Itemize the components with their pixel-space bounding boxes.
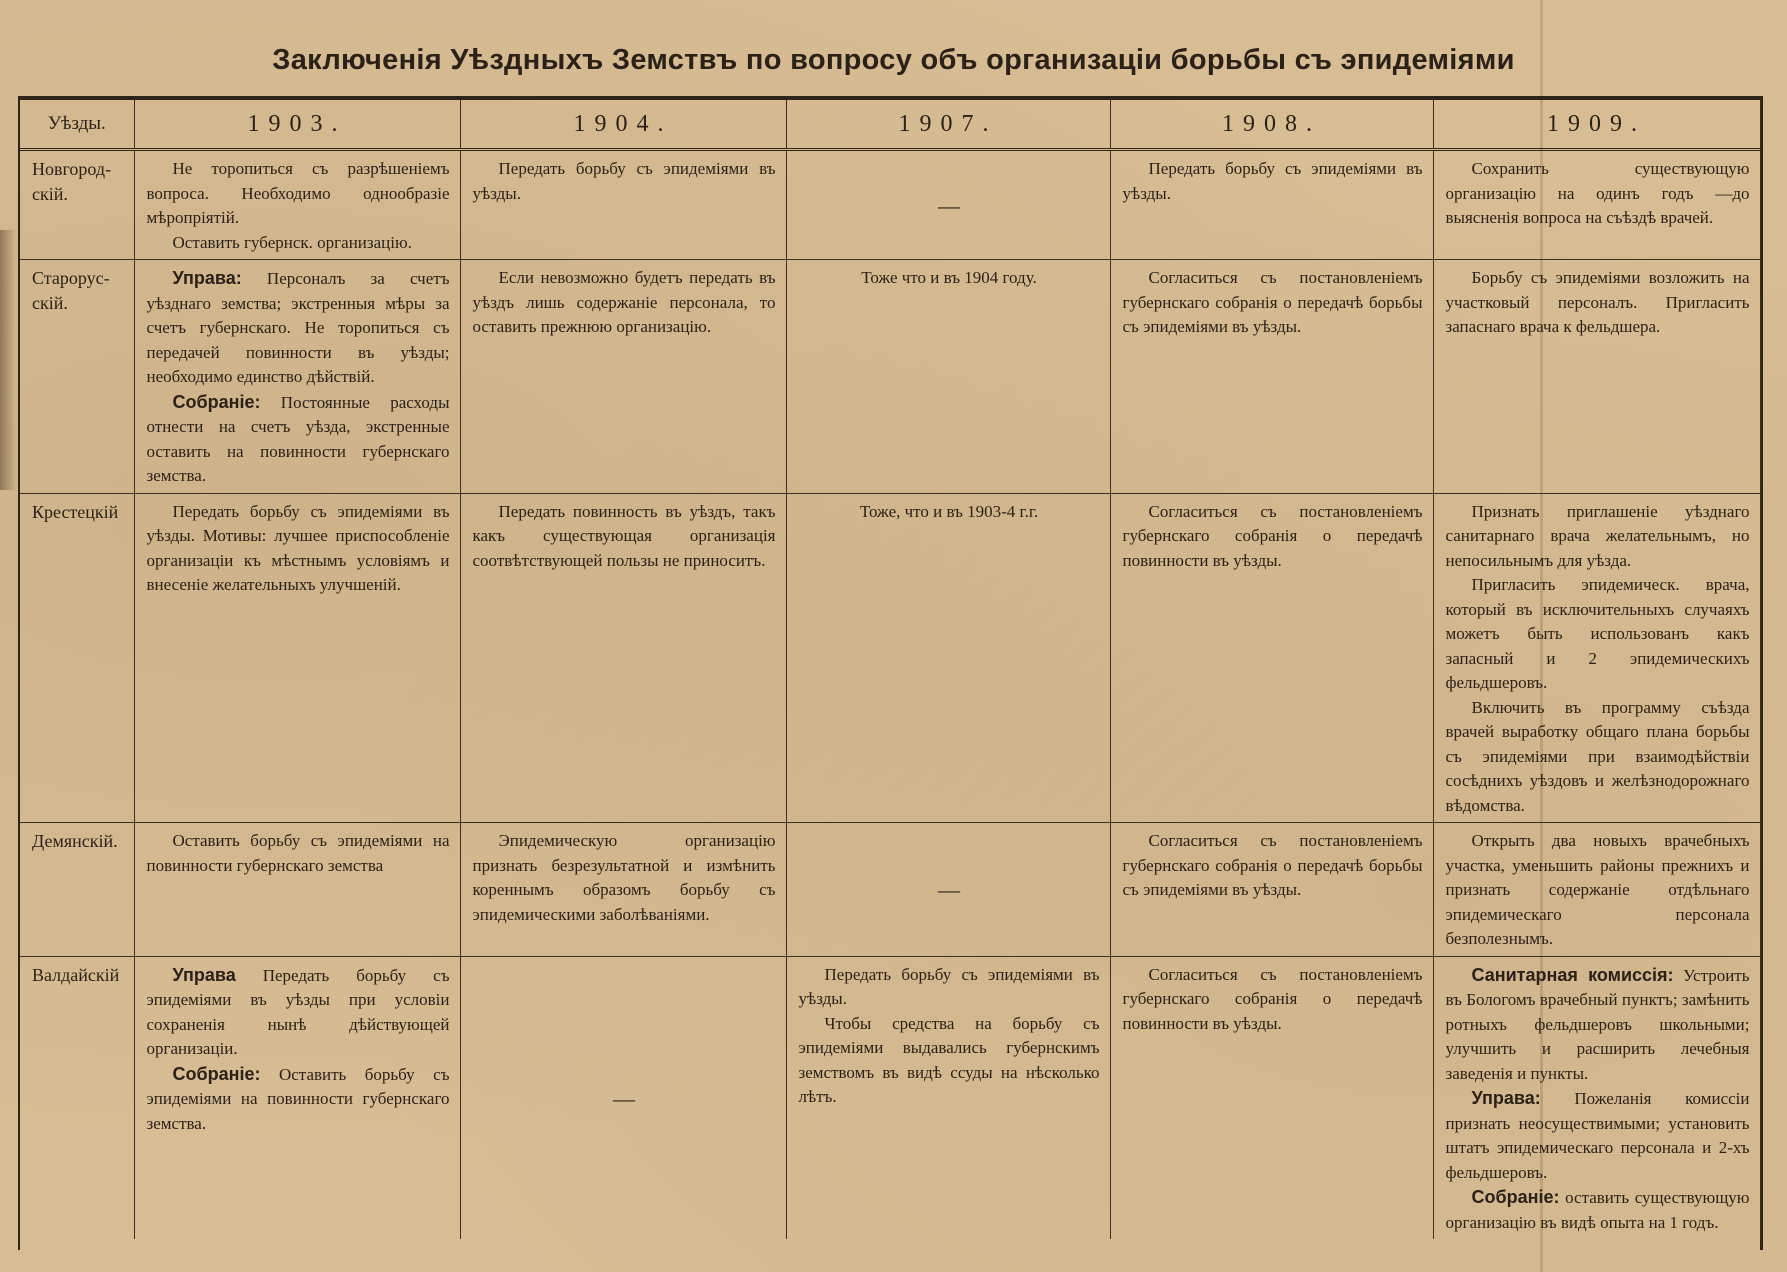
district-cell: Валдайскій — [20, 956, 134, 1239]
cell-1907: — — [786, 823, 1110, 957]
cell-1909 — [1433, 150, 1760, 260]
district-cell: Новгород-скій. — [20, 150, 134, 260]
cell-paragraph: Согласиться съ постановленіемъ губернскаго собранія о передачѣ повинности въ уѣзды. — [1122, 964, 1423, 1033]
document-title: Заключенія Уѣздныхъ Земствъ по вопросу объ организаціи борьбы съ эпидеміями — [272, 44, 1515, 76]
header-1903: 1903. — [134, 100, 460, 150]
cell-1903 — [134, 823, 460, 957]
cell-paragraph: Передать борьбу съ эпидеміями въ уѣзды. — [798, 964, 1100, 1008]
conclusions-table — [18, 96, 1763, 1250]
cell-text: Персоналъ за счетъ уѣзднаго земства; экстренныя мѣры за счетъ губернскаго. Не торопиться съ передачей повинности въ уѣзды; необходимо единство дѣйствій. — [146, 269, 450, 386]
cell-1909 — [1433, 493, 1760, 823]
cell-text: Пожеланія комиссіи признать неосуществимыми; установить штатъ эпидемическаго персонала и 2-хъ фельдшеровъ. — [1445, 1089, 1750, 1182]
cell-1908 — [1110, 493, 1433, 823]
cell-paragraph: Оставить губернск. организацію. — [172, 232, 412, 252]
cell-paragraph: Оставить борьбу съ эпидеміями на повинности губернскаго земства — [146, 831, 450, 875]
cell-1908 — [1110, 956, 1433, 1239]
cell-paragraph: Не торопиться съ разрѣшеніемъ вопроса. Необходимо однообразіе мѣропріятій. — [146, 159, 450, 227]
cell-paragraph: Эпидемическую организацію признать безрезультатной и измѣнить кореннымъ образомъ борьбу съ эпидемическими заболѣваніями. — [472, 831, 776, 924]
cell-1909 — [1433, 956, 1760, 1239]
header-1907: 1907. — [786, 100, 1110, 150]
cell-paragraph: Если невозможно будетъ передать въ уѣздъ лишь содержаніе персонала, то оставить прежнюю организацію. — [472, 268, 776, 336]
cell-1903 — [134, 260, 460, 494]
cell-1907: — — [786, 150, 1110, 260]
cell-paragraph — [1446, 1086, 1750, 1185]
cell-text: Постоянные расходы отнести на счетъ уѣзда, экстренные оставить на повинности губернскаго земства. — [146, 392, 450, 485]
cell-1903 — [134, 493, 460, 823]
cell-paragraph: Передать борьбу съ эпидеміями въ уѣзды. Мотивы: лучшее приспособленіе организаціи къ мѣстнымъ условіямъ и внесеніе желательныхъ улучшеній. — [146, 501, 450, 594]
label-sanitary-commission: Санитарная комиссія: — [1471, 964, 1674, 985]
table-row — [20, 150, 1760, 260]
cell-1907: Тоже что и въ 1904 году. — [786, 260, 1110, 494]
label-sobranie: Собраніе: — [172, 391, 261, 412]
cell-paragraph — [1446, 963, 1750, 1087]
header-row — [20, 100, 1760, 150]
cell-1903 — [134, 150, 460, 260]
cell-paragraph: Сохранить существующую организацію на одинъ годъ —до выясненія вопроса на съѣздѣ врачей. — [1445, 159, 1750, 227]
cell-text: оставить существующую организацію въ видѣ опыта на 1 годъ. — [1445, 1188, 1750, 1232]
label-uprava: Управа: — [1471, 1088, 1541, 1108]
district-cell: Крестецкій — [20, 493, 134, 823]
cell-1908 — [1110, 260, 1433, 494]
label-uprava: Управа — [172, 964, 236, 985]
cell-1904 — [460, 150, 786, 260]
header-districts: Уѣзды. — [20, 100, 134, 150]
cell-paragraph — [1446, 1185, 1750, 1235]
cell-paragraph: Борьбу съ эпидеміями возложить на участковый персоналъ. Пригласить запаснаго врача к фельдшера. — [1445, 268, 1750, 336]
paper-stain — [0, 230, 16, 490]
cell-paragraph — [147, 963, 450, 1062]
label-uprava: Управа: — [172, 268, 242, 288]
cell-1903 — [134, 956, 460, 1239]
cell-paragraph: Передать борьбу съ эпидеміями въ уѣзды. — [1122, 159, 1423, 203]
cell-paragraph: Пригласить эпидемическ. врача, который въ исключительныхъ случаяхъ можетъ быть использованъ какъ запасный и 2 эпидемическихъ фельдшеровъ. — [1445, 575, 1750, 692]
cell-paragraph — [147, 390, 450, 489]
cell-paragraph: Включить въ программу съѣзда врачей выработку общаго плана борьбы съ эпидеміями при взаимодѣйствіи сосѣднихъ уѣздовъ и желѣзнодорожнаго вѣдомства. — [1445, 697, 1750, 815]
cell-paragraph: Чтобы средства на борьбу съ эпидеміями выдавались губернскимъ земствомъ въ видѣ ссуды на нѣсколько лѣтъ. — [798, 1013, 1100, 1106]
cell-1909 — [1433, 260, 1760, 494]
table-row — [20, 493, 1760, 823]
cell-paragraph — [147, 266, 450, 390]
cell-text: Передать борьбу съ эпидеміями въ уѣзды при условіи сохраненія нынѣ дѣйствующей организаціи. — [146, 965, 450, 1058]
header-1909: 1909. — [1433, 100, 1760, 150]
cell-1904: — — [460, 956, 786, 1239]
cell-paragraph — [147, 1062, 450, 1137]
table-row — [20, 260, 1760, 494]
cell-1904 — [460, 260, 786, 494]
cell-1904 — [460, 493, 786, 823]
label-sobranie: Собраніе: — [1471, 1187, 1560, 1207]
label-sobranie: Собраніе: — [172, 1063, 261, 1084]
district-cell: Старорус-скій. — [20, 260, 134, 494]
cell-1907 — [786, 956, 1110, 1239]
header-1904: 1904. — [460, 100, 786, 150]
table-row — [20, 823, 1760, 957]
cell-paragraph: Открыть два новыхъ врачебныхъ участка, уменьшить районы прежнихъ и признать содержаніе отдѣльнаго эпидемическаго персонала безполезнымъ. — [1445, 831, 1750, 948]
cell-paragraph: Согласиться съ постановленіемъ губернскаго собранія о передачѣ повинности въ уѣзды. — [1122, 501, 1423, 570]
cell-paragraph: Передать повинность въ уѣздъ, такъ какъ существующая организація соотвѣтствующей пользы не приноситъ. — [472, 501, 776, 570]
cell-paragraph: Передать борьбу съ эпидеміями въ уѣзды. — [472, 159, 776, 203]
cell-paragraph: Признать приглашеніе уѣзднаго санитарнаго врача желательнымъ, но непосильнымъ для уѣзда. — [1445, 501, 1750, 570]
cell-1907: Тоже, что и въ 1903-4 г.г. — [786, 493, 1110, 823]
cell-paragraph: Согласиться съ постановленіемъ губернскаго собранія о передачѣ борьбы съ эпидеміями въ уѣзды. — [1122, 831, 1423, 899]
table-row — [20, 956, 1760, 1239]
cell-1909 — [1433, 823, 1760, 957]
cell-1908 — [1110, 823, 1433, 957]
cell-1904 — [460, 823, 786, 957]
cell-paragraph: Согласиться съ постановленіемъ губернскаго собранія о передачѣ борьбы съ эпидеміями въ уѣзды. — [1122, 268, 1423, 336]
header-1908: 1908. — [1110, 100, 1433, 150]
district-cell: Демянскій. — [20, 823, 134, 957]
cell-text: Устроить въ Бологомъ врачебный пунктъ; замѣнить ротныхъ фельдшеровъ школьными; улучшить и расширить лечебныя заведенія и пункты. — [1445, 965, 1750, 1083]
cell-text: Оставить борьбу съ эпидеміями на повинности губернскаго земства. — [146, 1064, 450, 1133]
cell-1908 — [1110, 150, 1433, 260]
